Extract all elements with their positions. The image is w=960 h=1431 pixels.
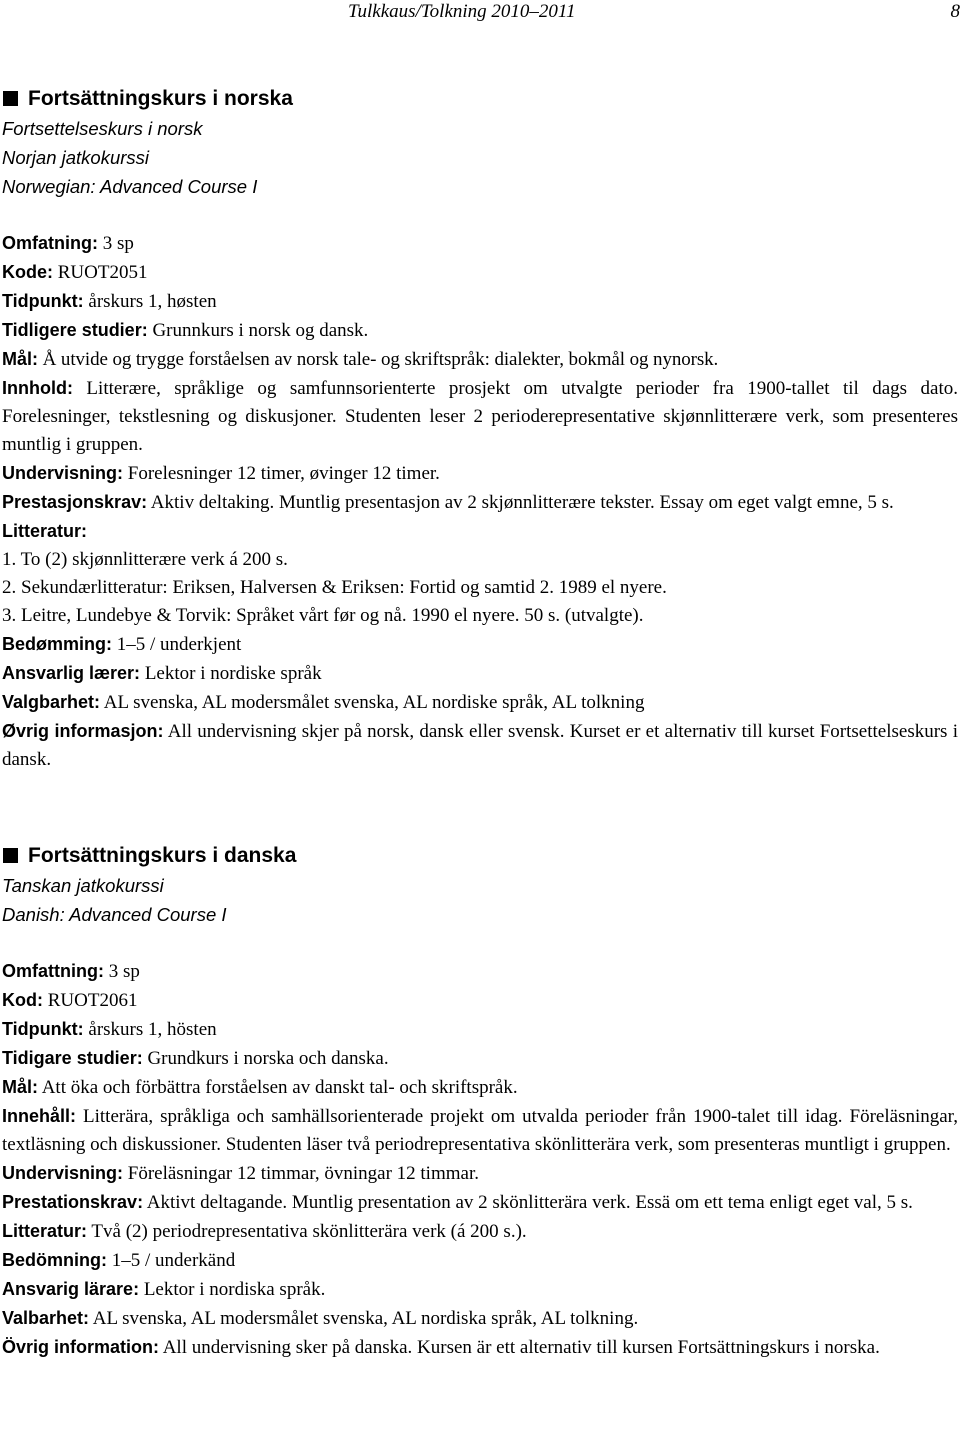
field-tidpunkt <box>2 1015 958 1044</box>
course-alt-name: Norwegian: Advanced Course I <box>2 176 258 197</box>
field-label: Kod: <box>2 990 43 1010</box>
field-value: Grunnkurs i norsk og dansk. <box>147 320 369 341</box>
course-alt-name: Tanskan jatkokurssi <box>2 875 164 896</box>
field-label: Undervisning: <box>2 1163 124 1183</box>
field-litteratur <box>2 517 958 546</box>
field-tidigare-studier <box>2 1044 958 1073</box>
field-label: Valbarhet: <box>2 1308 90 1328</box>
literature-item: 3. Leitre, Lundebye & Torvik: Språket vårt før og nå. 1990 el nyere. 50 s. (utvalgte). <box>2 605 644 626</box>
field-value: årskurs 1, høsten <box>83 291 217 312</box>
page-number: 8 <box>950 1 960 22</box>
field-label: Tidligere studier: <box>2 320 148 340</box>
course-title-text: Fortsättningskurs i danska <box>28 844 297 867</box>
field-omfattning <box>2 957 958 986</box>
field-label: Tidpunkt: <box>2 291 84 311</box>
field-omfattning <box>2 229 958 258</box>
course-alt-name: Norjan jatkokurssi <box>2 147 150 168</box>
field-ansvarig <box>2 659 958 688</box>
course-title <box>2 83 958 114</box>
field-label: Bedömning: <box>2 1250 107 1270</box>
field-value: AL svenska, AL modersmålet svenska, AL nordiska språk, AL tolkning. <box>89 1308 639 1329</box>
field-kod <box>2 258 958 287</box>
field-label: Ansvarlig lærer: <box>2 663 141 683</box>
header-title: Tulkkaus/Tolkning 2010–2011 <box>348 1 576 22</box>
field-label: Omfattning: <box>2 961 104 981</box>
course-title-text: Fortsättningskurs i norska <box>28 87 293 110</box>
field-label: Tidigare studier: <box>2 1048 143 1068</box>
field-value: RUOT2061 <box>42 990 138 1011</box>
field-value: Å utvide og trygge forståelsen av norsk tale- og skriftspråk: dialekter, bokmål og nynorsk. <box>38 349 719 370</box>
field-label: Innhold: <box>2 378 73 398</box>
field-label: Prestationskrav: <box>2 1192 144 1212</box>
field-ovrig <box>2 1333 958 1362</box>
course-alt-name: Danish: Advanced Course I <box>2 904 227 925</box>
running-header <box>348 0 960 24</box>
field-label: Ansvarig lärare: <box>2 1279 140 1299</box>
course-title <box>2 840 958 871</box>
field-value: Lektor i nordiska språk. <box>139 1279 326 1300</box>
field-label: Valgbarhet: <box>2 692 101 712</box>
field-undervisning <box>2 1159 958 1188</box>
field-value: 3 sp <box>98 233 134 254</box>
field-litteratur <box>2 1217 958 1246</box>
field-value: 1–5 / underkänd <box>107 1250 236 1271</box>
field-label: Kode: <box>2 262 53 282</box>
field-value: Forelesninger 12 timer, øvinger 12 timer. <box>123 463 440 484</box>
field-innehall <box>2 1102 958 1159</box>
spacer <box>2 201 958 229</box>
square-bullet-icon <box>3 91 18 106</box>
field-value: Lektor i nordiske språk <box>140 663 322 684</box>
field-value: All undervisning skjer på norsk, dansk eller svensk. Kurset er et alternativ till kurset Fortsettelseskurs i dansk. <box>2 721 958 770</box>
literature-item: 1. To (2) skjønnlitterære verk á 200 s. <box>2 549 288 570</box>
field-value: Litterära, språkliga och samhällsorienterade projekt om utvalda perioder från 1900-talet till idag. Föreläsningar, textläsning och diskussioner. Studenten läser två periodrepresentativa skönlitterära verk, som presenteras muntligt i gruppen. <box>2 1106 958 1155</box>
field-label: Undervisning: <box>2 463 124 483</box>
field-label: Prestasjonskrav: <box>2 492 148 512</box>
field-label: Innehåll: <box>2 1106 77 1126</box>
course-alt-name: Fortsettelseskurs i norsk <box>2 118 203 139</box>
field-prestationskrav <box>2 1188 958 1217</box>
field-label: Övrig information: <box>2 1337 159 1357</box>
field-value: årskurs 1, hösten <box>83 1019 217 1040</box>
field-value: All undervisning sker på danska. Kursen är ett alternativ till kursen Fortsättningskurs i norska. <box>159 1337 880 1358</box>
field-valbarhet <box>2 688 958 717</box>
spacer <box>2 929 958 957</box>
field-innehall <box>2 374 958 459</box>
field-value: Att öka och förbättra forståelsen av danskt tal- och skriftspråk. <box>38 1077 518 1098</box>
field-label: Litteratur: <box>2 521 87 541</box>
field-label: Mål: <box>2 349 38 369</box>
field-value: Grundkurs i norska och danska. <box>142 1048 389 1069</box>
field-value: 1–5 / underkjent <box>112 634 242 655</box>
field-mal <box>2 1073 958 1102</box>
field-ansvarig <box>2 1275 958 1304</box>
field-tidpunkt <box>2 287 958 316</box>
field-value: 3 sp <box>103 961 140 982</box>
field-tidigare-studier <box>2 316 958 345</box>
field-label: Omfatning: <box>2 233 98 253</box>
field-valbarhet <box>2 1304 958 1333</box>
field-label: Litteratur: <box>2 1221 87 1241</box>
field-value: Litterære, språklige og samfunnsorienterte prosjekt om utvalgte perioder fra 1900-tallet til dags dato. Forelesninger, tekstlesning og diskusjoner. Studenten leser 2 perioderepresentative skjønnlitterære verk, som presenteres muntlig i gruppen. <box>2 378 958 455</box>
field-label: Mål: <box>2 1077 38 1097</box>
square-bullet-icon <box>3 848 18 863</box>
field-label: Øvrig informasjon: <box>2 721 164 741</box>
course-section-norwegian <box>2 83 958 774</box>
field-value: Två (2) periodrepresentativa skönlitterära verk (á 200 s.). <box>87 1221 527 1242</box>
field-value: Aktiv deltaking. Muntlig presentasjon av 2 skjønnlitterære tekster. Essay om eget valgt emne, 5 s. <box>147 492 894 513</box>
field-kod <box>2 986 958 1015</box>
field-mal <box>2 345 958 374</box>
field-value: Aktivt deltagande. Muntlig presentation av 2 skönlitterära verk. Essä om ett tema enligt eget val, 5 s. <box>143 1192 913 1213</box>
field-label: Bedømming: <box>2 634 112 654</box>
course-section-danish <box>2 840 958 1362</box>
field-bedomning <box>2 1246 958 1275</box>
field-prestationskrav <box>2 488 958 517</box>
field-value: RUOT2051 <box>53 262 148 283</box>
field-value: Föreläsningar 12 timmar, övningar 12 timmar. <box>123 1163 479 1184</box>
field-value: AL svenska, AL modersmålet svenska, AL nordiske språk, AL tolkning <box>100 692 645 713</box>
literature-item: 2. Sekundærlitteratur: Eriksen, Halversen & Eriksen: Fortid og samtid 2. 1989 el nyere. <box>2 577 667 598</box>
field-undervisning <box>2 459 958 488</box>
field-bedomning <box>2 630 958 659</box>
field-ovrig <box>2 717 958 774</box>
field-label: Tidpunkt: <box>2 1019 84 1039</box>
